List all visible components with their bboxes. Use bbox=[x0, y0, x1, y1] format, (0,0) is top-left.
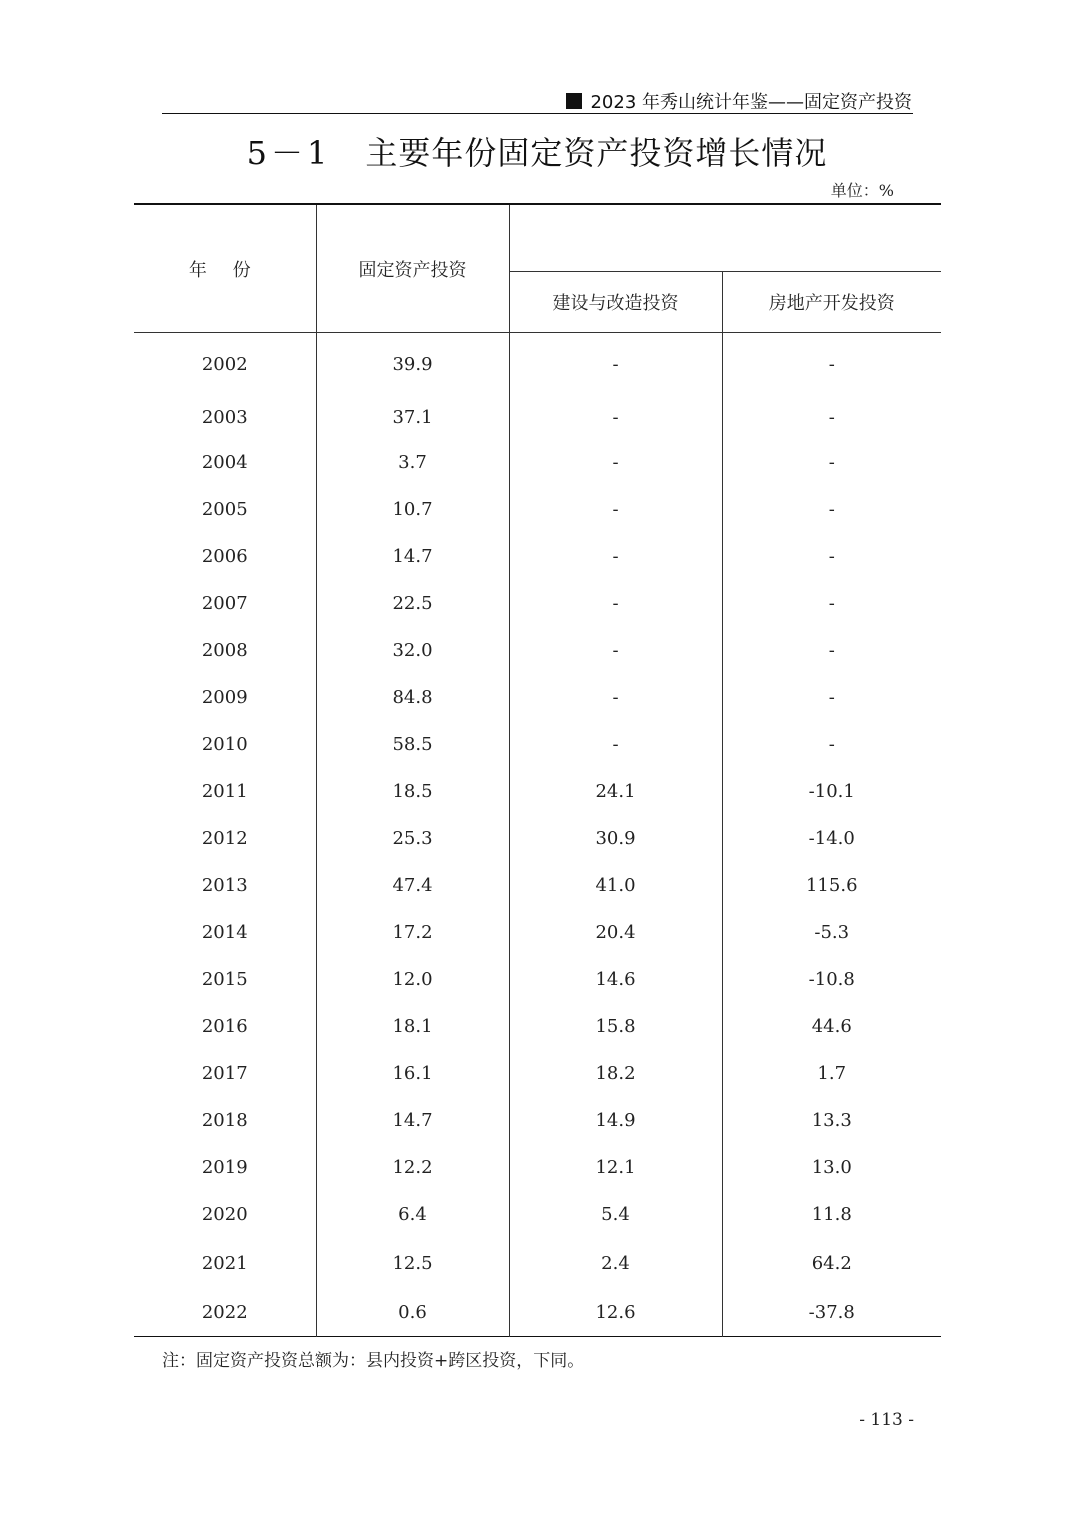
cell-total: 12.5 bbox=[316, 1238, 509, 1289]
cell-year: 2022 bbox=[134, 1289, 316, 1337]
table-row bbox=[134, 909, 941, 956]
cell-year: 2017 bbox=[134, 1050, 316, 1097]
header-blank bbox=[509, 204, 941, 272]
cell-year: 2021 bbox=[134, 1238, 316, 1289]
cell-real-estate: -10.1 bbox=[808, 780, 855, 802]
header-year: 年 份 bbox=[134, 204, 316, 333]
cell-real-estate: - bbox=[828, 353, 835, 375]
cell-year: 2007 bbox=[134, 580, 316, 627]
cell-year: 2002 bbox=[134, 333, 316, 396]
cell-real-estate: 13.3 bbox=[811, 1109, 852, 1131]
cell-year: 2015 bbox=[134, 956, 316, 1003]
cell-real-estate: - bbox=[828, 545, 835, 567]
cell-real-estate: - bbox=[828, 733, 835, 755]
cell-construction: 12.6 bbox=[509, 1289, 722, 1337]
table-row bbox=[134, 533, 941, 580]
cell-real-estate: - bbox=[828, 498, 835, 520]
cell-total: 84.8 bbox=[316, 674, 509, 721]
cell-year: 2004 bbox=[134, 439, 316, 486]
table-row bbox=[134, 1144, 941, 1191]
cell-total: 10.7 bbox=[316, 486, 509, 533]
cell-year: 2019 bbox=[134, 1144, 316, 1191]
page-number: - 113 - bbox=[859, 1410, 914, 1430]
cell-year: 2016 bbox=[134, 1003, 316, 1050]
cell-construction: 18.2 bbox=[509, 1050, 722, 1097]
cell-year: 2014 bbox=[134, 909, 316, 956]
table-row bbox=[134, 721, 941, 768]
cell-year: 2009 bbox=[134, 674, 316, 721]
header-square-icon bbox=[566, 93, 582, 109]
cell-construction: 12.1 bbox=[509, 1144, 722, 1191]
cell-construction: - bbox=[509, 627, 722, 674]
table-row bbox=[134, 1050, 941, 1097]
cell-construction: - bbox=[509, 333, 722, 396]
cell-year: 2005 bbox=[134, 486, 316, 533]
cell-year: 2008 bbox=[134, 627, 316, 674]
cell-construction: 14.9 bbox=[509, 1097, 722, 1144]
cell-real-estate: - bbox=[828, 406, 835, 428]
cell-real-estate: - bbox=[828, 592, 835, 614]
table-row bbox=[134, 1097, 941, 1144]
cell-real-estate: 13.0 bbox=[811, 1156, 852, 1178]
cell-total: 47.4 bbox=[316, 862, 509, 909]
cell-total: 17.2 bbox=[316, 909, 509, 956]
cell-year: 2013 bbox=[134, 862, 316, 909]
cell-total: 12.2 bbox=[316, 1144, 509, 1191]
table-row bbox=[134, 627, 941, 674]
cell-total: 39.9 bbox=[316, 333, 509, 396]
header-real-estate-investment: 房地产开发投资 bbox=[722, 272, 941, 333]
table-row bbox=[134, 439, 941, 486]
running-header bbox=[566, 88, 912, 114]
cell-construction: 14.6 bbox=[509, 956, 722, 1003]
header-construction-investment: 建设与改造投资 bbox=[509, 272, 722, 333]
table-row bbox=[134, 1238, 941, 1289]
table-row bbox=[134, 956, 941, 1003]
cell-year: 2011 bbox=[134, 768, 316, 815]
table-title-text: 主要年份固定资产投资增长情况 bbox=[365, 134, 828, 172]
table-body bbox=[134, 333, 941, 1337]
cell-construction: 2.4 bbox=[509, 1238, 722, 1289]
cell-total: 14.7 bbox=[316, 533, 509, 580]
table-row bbox=[134, 333, 941, 396]
cell-year: 2012 bbox=[134, 815, 316, 862]
table-row bbox=[134, 1003, 941, 1050]
cell-total: 25.3 bbox=[316, 815, 509, 862]
cell-total: 14.7 bbox=[316, 1097, 509, 1144]
cell-construction: - bbox=[509, 396, 722, 439]
cell-construction: - bbox=[509, 721, 722, 768]
header-total-investment: 固定资产投资 bbox=[316, 204, 509, 333]
cell-real-estate: 11.8 bbox=[811, 1203, 852, 1225]
cell-real-estate: 1.7 bbox=[817, 1062, 847, 1084]
cell-construction: 5.4 bbox=[509, 1191, 722, 1238]
cell-total: 0.6 bbox=[316, 1289, 509, 1337]
footnote: 注：固定资产投资总额为：县内投资+跨区投资，下同。 bbox=[162, 1351, 585, 1371]
table-row bbox=[134, 1289, 941, 1337]
cell-total: 12.0 bbox=[316, 956, 509, 1003]
cell-real-estate: 44.6 bbox=[811, 1015, 852, 1037]
cell-total: 58.5 bbox=[316, 721, 509, 768]
table-row bbox=[134, 768, 941, 815]
cell-construction: - bbox=[509, 674, 722, 721]
cell-year: 2010 bbox=[134, 721, 316, 768]
cell-construction: - bbox=[509, 439, 722, 486]
cell-real-estate: -14.0 bbox=[808, 827, 855, 849]
cell-real-estate: -5.3 bbox=[814, 921, 850, 943]
cell-construction: 20.4 bbox=[509, 909, 722, 956]
table-row bbox=[134, 815, 941, 862]
header-rule bbox=[162, 113, 913, 114]
table-row bbox=[134, 674, 941, 721]
table-row bbox=[134, 396, 941, 439]
cell-construction: 24.1 bbox=[509, 768, 722, 815]
table-row bbox=[134, 580, 941, 627]
cell-construction: - bbox=[509, 486, 722, 533]
cell-real-estate: - bbox=[828, 639, 835, 661]
cell-construction: 15.8 bbox=[509, 1003, 722, 1050]
table-row bbox=[134, 1191, 941, 1238]
cell-year: 2018 bbox=[134, 1097, 316, 1144]
table-row bbox=[134, 486, 941, 533]
cell-total: 22.5 bbox=[316, 580, 509, 627]
cell-real-estate: - bbox=[828, 451, 835, 473]
growth-table bbox=[134, 203, 941, 1337]
cell-real-estate: 64.2 bbox=[811, 1252, 852, 1274]
cell-construction: 30.9 bbox=[509, 815, 722, 862]
cell-real-estate: 115.6 bbox=[805, 874, 858, 896]
cell-total: 32.0 bbox=[316, 627, 509, 674]
cell-total: 6.4 bbox=[316, 1191, 509, 1238]
table-title bbox=[0, 128, 1074, 174]
cell-real-estate: - bbox=[828, 686, 835, 708]
unit-label: 单位：% bbox=[830, 181, 894, 200]
cell-total: 3.7 bbox=[316, 439, 509, 486]
cell-total: 37.1 bbox=[316, 396, 509, 439]
cell-total: 18.5 bbox=[316, 768, 509, 815]
cell-real-estate: -37.8 bbox=[808, 1301, 855, 1323]
table-row bbox=[134, 862, 941, 909]
cell-construction: 41.0 bbox=[509, 862, 722, 909]
running-header-title: 2023 年秀山统计年鉴——固定资产投资 bbox=[590, 92, 912, 113]
cell-year: 2006 bbox=[134, 533, 316, 580]
cell-total: 16.1 bbox=[316, 1050, 509, 1097]
cell-total: 18.1 bbox=[316, 1003, 509, 1050]
cell-year: 2020 bbox=[134, 1191, 316, 1238]
cell-year: 2003 bbox=[134, 396, 316, 439]
cell-construction: - bbox=[509, 580, 722, 627]
cell-real-estate: -10.8 bbox=[808, 968, 855, 990]
cell-construction: - bbox=[509, 533, 722, 580]
table-number: 5－1 bbox=[246, 134, 332, 172]
